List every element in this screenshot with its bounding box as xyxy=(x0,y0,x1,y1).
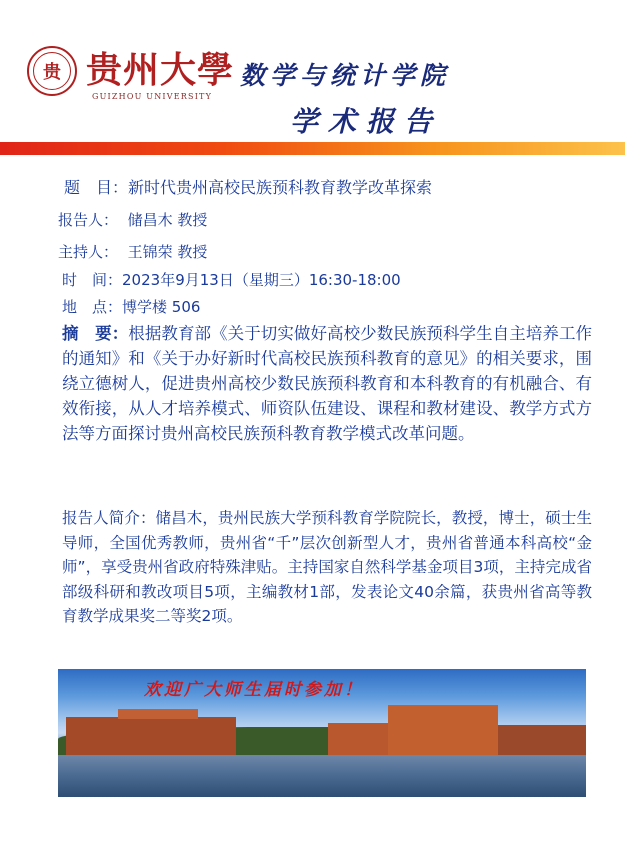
university-name-cn: 贵州大學 xyxy=(86,49,235,91)
bio-text: 储昌木，贵州民族大学预科教育学院院长，教授，博士，硕士生导师，全国优秀教师，贵州省“千”层次创新型人才，贵州省普通本科高校“金师”，享受贵州省政府特殊津贴。主持国家自然科学基金项目3项，主持完成省部级科研和教改项目5项，主编教材1部，发表论文40余篇，获贵州省高等教育教学成果奖二等奖2项。 xyxy=(62,509,592,625)
report-title: 学术报告 xyxy=(290,105,443,138)
topic-label: 题 目： xyxy=(64,178,129,197)
time-label: 时 间： xyxy=(62,271,123,289)
campus-photo-banner xyxy=(58,669,586,797)
speaker-value: 储昌木 教授 xyxy=(127,211,208,229)
speaker-bio-paragraph xyxy=(62,506,592,629)
lake-reflection xyxy=(58,755,586,797)
speaker-row xyxy=(58,209,207,230)
header-gradient-stripe xyxy=(0,142,625,155)
place-label: 地 点： xyxy=(62,298,123,316)
host-label: 主持人： xyxy=(58,243,119,261)
poster-header xyxy=(0,0,625,150)
building-left-roof xyxy=(118,709,198,719)
topic-row xyxy=(64,175,432,198)
college-name: 数学与统计学院 xyxy=(240,61,451,90)
host-value: 王锦荣 教授 xyxy=(127,243,208,261)
building-far-right xyxy=(498,725,586,757)
time-value: 2023年9月13日（星期三）16:30-18:00 xyxy=(122,271,401,289)
host-row xyxy=(58,241,207,262)
building-right xyxy=(388,705,498,757)
topic-value: 新时代贵州高校民族预科教育教学改革探索 xyxy=(128,178,433,197)
university-name-en: GUIZHOU UNIVERSITY xyxy=(92,92,213,101)
building-left xyxy=(66,717,236,757)
bio-label: 报告人简介： xyxy=(62,509,156,527)
abstract-paragraph xyxy=(62,321,592,446)
university-seal-logo: 贵 xyxy=(27,46,77,96)
speaker-label: 报告人： xyxy=(58,211,119,229)
abstract-text: 根据教育部《关于切实做好高校少数民族预科学生自主培养工作的通知》和《关于办好新时代高校民族预科教育的意见》的相关要求，围绕立德树人，促进贵州高校少数民族预科教育和本科教育的有机融合、有效衔接，从人才培养模式、师资队伍建设、课程和教材建设、教学方式方法等方面探讨贵州高校民族预科教育教学模式改革问题。 xyxy=(62,324,593,443)
welcome-banner-text: 欢迎广大师生届时参加！ xyxy=(144,680,364,700)
place-value: 博学楼 506 xyxy=(122,298,201,316)
place-row xyxy=(62,296,200,317)
time-row xyxy=(62,269,401,290)
abstract-label: 摘 要： xyxy=(62,324,129,343)
